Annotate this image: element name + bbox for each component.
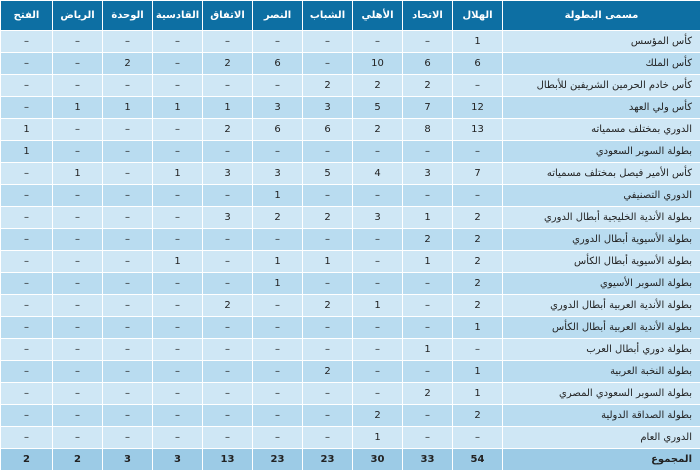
tournament-name: الدوري بمختلف مسمياته — [503, 119, 700, 141]
header-row — [1, 1, 700, 31]
title-count-cell: 2 — [453, 273, 503, 295]
title-count-cell: 3 — [253, 163, 303, 185]
title-count-cell: – — [353, 383, 403, 405]
column-header-club: الاتحاد — [403, 1, 453, 31]
title-count-cell: – — [353, 229, 403, 251]
title-count-cell: 8 — [403, 119, 453, 141]
title-count-cell: 2 — [453, 229, 503, 251]
title-count-cell: – — [403, 317, 453, 339]
title-count-cell: – — [53, 141, 103, 163]
total-cell: 2 — [53, 449, 103, 471]
title-count-cell: 2 — [203, 295, 253, 317]
title-count-cell: – — [203, 383, 253, 405]
tournament-name: الدوري التصنيفي — [503, 185, 700, 207]
title-count-cell: 3 — [203, 207, 253, 229]
title-count-cell: 2 — [303, 361, 353, 383]
title-count-cell: – — [453, 75, 503, 97]
title-count-cell: 2 — [453, 295, 503, 317]
title-count-cell: 13 — [453, 119, 503, 141]
total-cell: 3 — [103, 449, 153, 471]
title-count-cell: – — [53, 273, 103, 295]
tournament-name: بطولة السوبر السعودي — [503, 141, 700, 163]
title-count-cell: – — [153, 31, 203, 53]
title-count-cell: – — [403, 427, 453, 449]
title-count-cell: – — [103, 163, 153, 185]
title-count-cell: – — [353, 251, 403, 273]
column-header-club: الفتح — [1, 1, 53, 31]
title-count-cell: – — [1, 383, 53, 405]
table-row — [1, 185, 700, 207]
title-count-cell: 1 — [153, 163, 203, 185]
title-count-cell: 5 — [303, 163, 353, 185]
column-header-club: الأهلي — [353, 1, 403, 31]
tournament-name: كأس خادم الحرمين الشريفين للأبطال — [503, 75, 700, 97]
table-body — [1, 31, 700, 471]
title-count-cell: – — [1, 251, 53, 273]
title-count-cell: – — [253, 75, 303, 97]
title-count-cell: 1 — [453, 31, 503, 53]
title-count-cell: – — [453, 185, 503, 207]
title-count-cell: 2 — [203, 119, 253, 141]
title-count-cell: 1 — [453, 383, 503, 405]
title-count-cell: – — [1, 31, 53, 53]
title-count-cell: – — [103, 185, 153, 207]
title-count-cell: 3 — [353, 207, 403, 229]
title-count-cell: 1 — [253, 251, 303, 273]
title-count-cell: – — [153, 317, 203, 339]
title-count-cell: 6 — [303, 119, 353, 141]
table-row — [1, 273, 700, 295]
title-count-cell: 4 — [353, 163, 403, 185]
title-count-cell: – — [103, 229, 153, 251]
title-count-cell: 1 — [403, 339, 453, 361]
title-count-cell: 1 — [53, 97, 103, 119]
table-row — [1, 427, 700, 449]
title-count-cell: 2 — [353, 75, 403, 97]
title-count-cell: – — [203, 361, 253, 383]
table-row — [1, 141, 700, 163]
title-count-cell: – — [103, 141, 153, 163]
tournament-name: بطولة الصداقة الدولية — [503, 405, 700, 427]
title-count-cell: 3 — [203, 163, 253, 185]
title-count-cell: – — [203, 75, 253, 97]
title-count-cell: 1 — [1, 119, 53, 141]
column-header-club: الهلال — [453, 1, 503, 31]
title-count-cell: 1 — [453, 361, 503, 383]
title-count-cell: – — [203, 31, 253, 53]
column-header-club: الرياض — [53, 1, 103, 31]
title-count-cell: – — [103, 405, 153, 427]
title-count-cell: – — [203, 405, 253, 427]
title-count-cell: – — [203, 141, 253, 163]
title-count-cell: 2 — [303, 207, 353, 229]
title-count-cell: – — [53, 119, 103, 141]
title-count-cell: – — [103, 361, 153, 383]
title-count-cell: – — [153, 207, 203, 229]
title-count-cell: – — [303, 141, 353, 163]
column-header-club: الوحدة — [103, 1, 153, 31]
title-count-cell: 1 — [153, 97, 203, 119]
total-label: المجموع — [503, 449, 700, 471]
title-count-cell: – — [153, 185, 203, 207]
table-row — [1, 207, 700, 229]
title-count-cell: – — [403, 141, 453, 163]
title-count-cell: – — [353, 339, 403, 361]
tournament-name: كأس ولي العهد — [503, 97, 700, 119]
title-count-cell: – — [303, 339, 353, 361]
title-count-cell: – — [403, 31, 453, 53]
title-count-cell: 5 — [353, 97, 403, 119]
title-count-cell: – — [103, 273, 153, 295]
table-row — [1, 295, 700, 317]
title-count-cell: – — [303, 53, 353, 75]
title-count-cell: 2 — [253, 207, 303, 229]
title-count-cell: – — [53, 185, 103, 207]
title-count-cell: – — [253, 317, 303, 339]
title-count-cell: – — [253, 427, 303, 449]
table-row — [1, 251, 700, 273]
title-count-cell: – — [303, 317, 353, 339]
title-count-cell: 2 — [453, 207, 503, 229]
title-count-cell: 2 — [403, 75, 453, 97]
title-count-cell: – — [453, 427, 503, 449]
tournament-name: كأس المؤسس — [503, 31, 700, 53]
title-count-cell: – — [153, 119, 203, 141]
title-count-cell: – — [303, 273, 353, 295]
title-count-cell: 1 — [253, 273, 303, 295]
title-count-cell: 3 — [303, 97, 353, 119]
tournament-name: بطولة الأندية الخليجية أبطال الدوري — [503, 207, 700, 229]
tournament-name: الدوري العام — [503, 427, 700, 449]
title-count-cell: – — [253, 141, 303, 163]
title-count-cell: – — [353, 141, 403, 163]
column-header-club: النصر — [253, 1, 303, 31]
title-count-cell: 1 — [403, 207, 453, 229]
title-count-cell: – — [203, 229, 253, 251]
title-count-cell: – — [1, 185, 53, 207]
title-count-cell: – — [153, 273, 203, 295]
table-row — [1, 383, 700, 405]
total-cell: 23 — [253, 449, 303, 471]
title-count-cell: 10 — [353, 53, 403, 75]
title-count-cell: 1 — [1, 141, 53, 163]
title-count-cell: 1 — [253, 185, 303, 207]
title-count-cell: – — [1, 53, 53, 75]
table-row — [1, 229, 700, 251]
total-cell: 3 — [153, 449, 203, 471]
title-count-cell: – — [353, 317, 403, 339]
title-count-cell: – — [203, 251, 253, 273]
title-count-cell: – — [303, 405, 353, 427]
title-count-cell: – — [1, 317, 53, 339]
title-count-cell: 6 — [403, 53, 453, 75]
total-row — [1, 449, 700, 471]
title-count-cell: – — [153, 383, 203, 405]
title-count-cell: – — [53, 339, 103, 361]
title-count-cell: – — [1, 273, 53, 295]
title-count-cell: – — [1, 295, 53, 317]
title-count-cell: – — [1, 339, 53, 361]
title-count-cell: – — [253, 383, 303, 405]
title-count-cell: 1 — [403, 251, 453, 273]
tournament-name: كأس الأمير فيصل بمختلف مسمياته — [503, 163, 700, 185]
title-count-cell: 3 — [403, 163, 453, 185]
title-count-cell: 2 — [353, 405, 403, 427]
title-count-cell: – — [203, 427, 253, 449]
title-count-cell: – — [153, 229, 203, 251]
title-count-cell: – — [153, 53, 203, 75]
title-count-cell: 1 — [103, 97, 153, 119]
title-count-cell: 2 — [203, 53, 253, 75]
title-count-cell: 2 — [453, 405, 503, 427]
title-count-cell: – — [53, 251, 103, 273]
title-count-cell: – — [53, 317, 103, 339]
title-count-cell: – — [103, 295, 153, 317]
title-count-cell: – — [53, 207, 103, 229]
title-count-cell: – — [253, 295, 303, 317]
title-count-cell: – — [203, 185, 253, 207]
title-count-cell: – — [53, 229, 103, 251]
title-count-cell: – — [1, 97, 53, 119]
title-count-cell: 2 — [403, 383, 453, 405]
title-count-cell: – — [353, 185, 403, 207]
total-cell: 33 — [403, 449, 453, 471]
title-count-cell: – — [1, 405, 53, 427]
title-count-cell: – — [103, 383, 153, 405]
title-count-cell: – — [53, 383, 103, 405]
column-header-tournament: مسمى البطولة — [503, 1, 700, 31]
title-count-cell: – — [303, 383, 353, 405]
tournament-name: بطولة الأسيوية أبطال الدوري — [503, 229, 700, 251]
tournament-name: كأس الملك — [503, 53, 700, 75]
table-row — [1, 317, 700, 339]
title-count-cell: – — [103, 75, 153, 97]
title-count-cell: – — [53, 75, 103, 97]
total-cell: 54 — [453, 449, 503, 471]
title-count-cell: – — [153, 427, 203, 449]
title-count-cell: – — [153, 405, 203, 427]
title-count-cell: – — [253, 229, 303, 251]
title-count-cell: 7 — [453, 163, 503, 185]
title-count-cell: – — [403, 185, 453, 207]
table-row — [1, 163, 700, 185]
total-cell: 13 — [203, 449, 253, 471]
title-count-cell: – — [303, 427, 353, 449]
title-count-cell: – — [1, 75, 53, 97]
title-count-cell: – — [403, 273, 453, 295]
title-count-cell: – — [303, 31, 353, 53]
title-count-cell: 1 — [353, 295, 403, 317]
column-header-club: الشباب — [303, 1, 353, 31]
tournament-name: بطولة الأندية العربية أبطال الكأس — [503, 317, 700, 339]
title-count-cell: 1 — [353, 427, 403, 449]
title-count-cell: – — [403, 295, 453, 317]
title-count-cell: – — [253, 339, 303, 361]
title-count-cell: 2 — [403, 229, 453, 251]
title-count-cell: 3 — [253, 97, 303, 119]
title-count-cell: 1 — [453, 317, 503, 339]
title-count-cell: – — [303, 185, 353, 207]
title-count-cell: – — [303, 229, 353, 251]
title-count-cell: 2 — [303, 295, 353, 317]
title-count-cell: – — [153, 141, 203, 163]
column-header-club: الاتفاق — [203, 1, 253, 31]
title-count-cell: – — [353, 361, 403, 383]
title-count-cell: – — [103, 31, 153, 53]
title-count-cell: 1 — [153, 251, 203, 273]
table-row — [1, 75, 700, 97]
title-count-cell: 2 — [353, 119, 403, 141]
title-count-cell: – — [53, 405, 103, 427]
title-count-cell: – — [153, 75, 203, 97]
title-count-cell: – — [153, 361, 203, 383]
title-count-cell: 1 — [53, 163, 103, 185]
title-count-cell: 2 — [303, 75, 353, 97]
table-row — [1, 31, 700, 53]
title-count-cell: – — [53, 295, 103, 317]
tournament-name: بطولة الأندية العربية أبطال الدوري — [503, 295, 700, 317]
tournament-name: بطولة السوبر السعودي المصري — [503, 383, 700, 405]
table-row — [1, 361, 700, 383]
total-cell: 23 — [303, 449, 353, 471]
table-row — [1, 119, 700, 141]
title-count-cell: – — [103, 427, 153, 449]
title-count-cell: – — [403, 361, 453, 383]
table-row — [1, 339, 700, 361]
title-count-cell: – — [103, 119, 153, 141]
table-row — [1, 405, 700, 427]
title-count-cell: – — [453, 141, 503, 163]
title-count-cell: – — [153, 339, 203, 361]
title-count-cell: – — [103, 317, 153, 339]
title-count-cell: – — [353, 31, 403, 53]
title-count-cell: – — [253, 405, 303, 427]
title-count-cell: – — [53, 31, 103, 53]
table-row — [1, 53, 700, 75]
title-count-cell: – — [103, 207, 153, 229]
table-row — [1, 97, 700, 119]
tournament-name: بطولة النخبة العربية — [503, 361, 700, 383]
title-count-cell: – — [203, 339, 253, 361]
title-count-cell: – — [403, 405, 453, 427]
title-count-cell: – — [103, 339, 153, 361]
tournament-name: بطولة الأسيوية أبطال الكأس — [503, 251, 700, 273]
title-count-cell: – — [253, 361, 303, 383]
title-count-cell: – — [1, 207, 53, 229]
tournament-name: بطولة السوبر الأسيوي — [503, 273, 700, 295]
title-count-cell: – — [153, 295, 203, 317]
title-count-cell: – — [53, 53, 103, 75]
title-count-cell: – — [1, 361, 53, 383]
title-count-cell: – — [203, 273, 253, 295]
title-count-cell: – — [1, 427, 53, 449]
tournament-name: بطولة دوري أبطال العرب — [503, 339, 700, 361]
title-count-cell: 6 — [253, 53, 303, 75]
column-header-club: القادسية — [153, 1, 203, 31]
title-count-cell: 1 — [203, 97, 253, 119]
total-cell: 30 — [353, 449, 403, 471]
title-count-cell: – — [53, 361, 103, 383]
title-count-cell: – — [53, 427, 103, 449]
title-count-cell: – — [203, 317, 253, 339]
title-count-cell: – — [353, 273, 403, 295]
title-count-cell: – — [253, 31, 303, 53]
title-count-cell: – — [103, 251, 153, 273]
title-count-cell: 1 — [303, 251, 353, 273]
total-cell: 2 — [1, 449, 53, 471]
title-count-cell: – — [1, 229, 53, 251]
title-count-cell: – — [453, 339, 503, 361]
title-count-cell: 6 — [253, 119, 303, 141]
title-count-cell: 2 — [453, 251, 503, 273]
title-count-cell: 6 — [453, 53, 503, 75]
title-count-cell: 12 — [453, 97, 503, 119]
title-count-cell: – — [1, 163, 53, 185]
title-count-cell: 7 — [403, 97, 453, 119]
title-count-cell: 2 — [103, 53, 153, 75]
